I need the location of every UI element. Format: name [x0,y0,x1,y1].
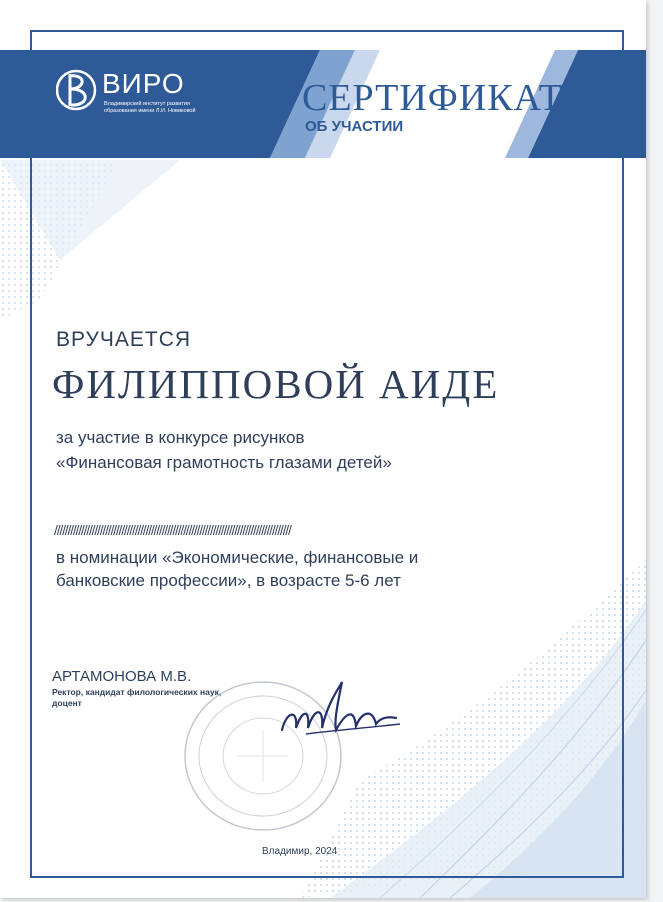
nomination-line-1: в номинации «Экономические, финансовые и [56,548,419,567]
contest-line-1: за участие в конкурсе рисунков [56,428,305,447]
signature [276,672,406,752]
signer-name: АРТАМОНОВА М.В. [52,668,192,685]
logo-name: ВИРО [102,68,185,99]
certificate-title: СЕРТИФИКАТ [302,77,563,119]
awarded-label: ВРУЧАЕТСЯ [56,328,192,351]
place-and-year: Владимир, 2024 [262,846,338,857]
certificate-subtitle: ОБ УЧАСТИИ [305,118,404,135]
contest-line-2: «Финансовая грамотность глазами детей» [56,453,392,472]
viro-logo-mark-icon [56,64,100,114]
nomination-line-2: банковские профессии», в возрасте 5-6 лет [56,571,401,590]
divider-slashes: //////////////////////////////////////////////////////////////////////////////////////// [54,522,291,538]
recipient-name: ФИЛИППОВОЙ АИДЕ [52,361,500,407]
viro-logo [56,64,316,124]
signer-role: Ректор, кандидат филологических наук, доцент [52,687,222,708]
logo-subtitle: Владимирский институт развития образования имени Л.И. Новиковой [104,101,196,114]
